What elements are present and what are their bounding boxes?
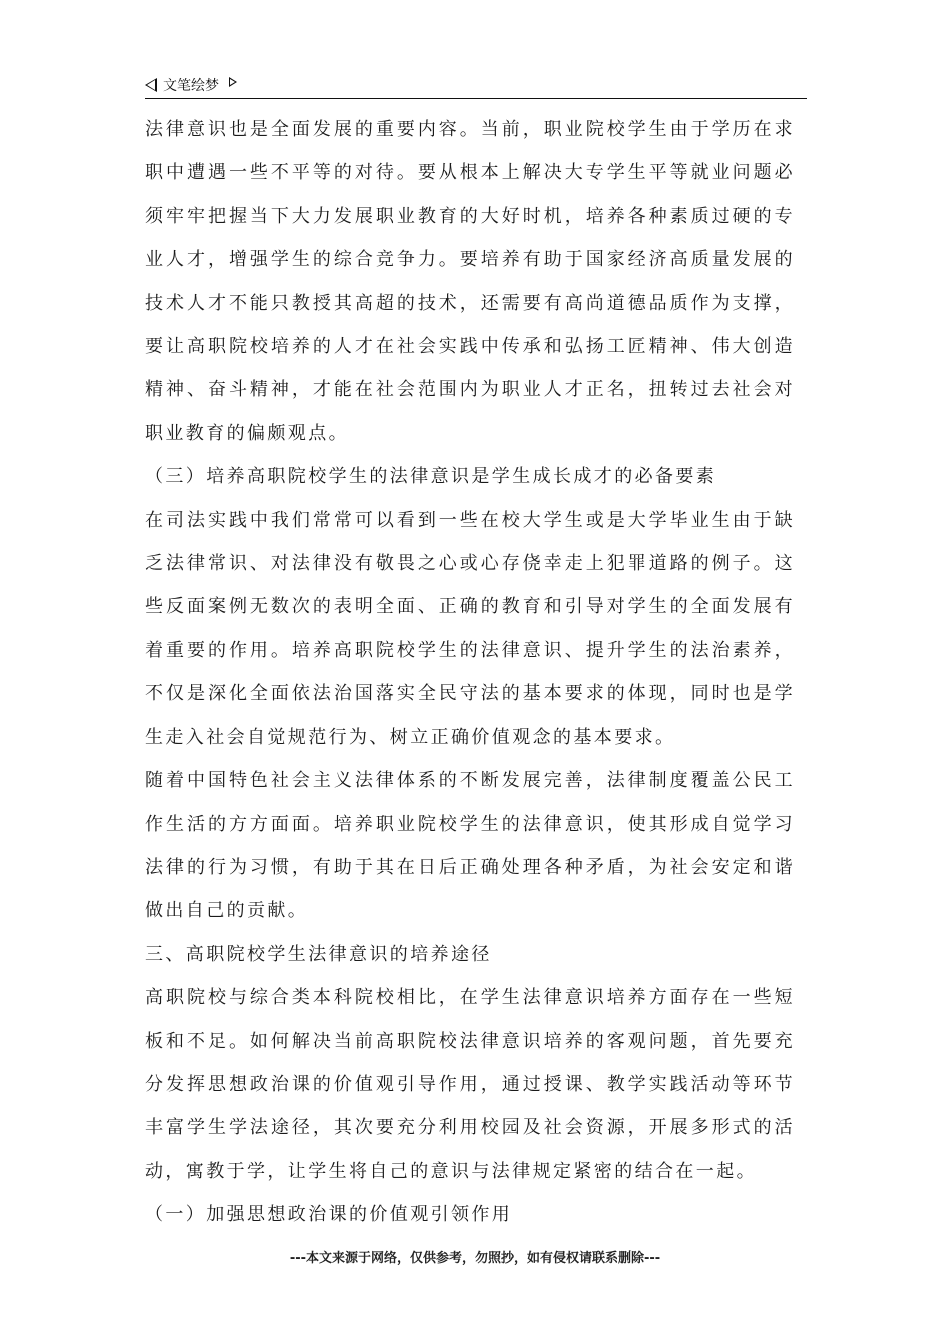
header-title: 文笔绘梦 bbox=[163, 78, 219, 94]
paragraph: 在司法实践中我们常常可以看到一些在校大学生或是大学毕业生由于缺乏法律常识、对法律没有敬畏之心或心存侥幸走上犯罪道路的例子。这些反面案例无数次的表明全面、正确的教育和引导对学生的全面发展有着重要的作用。培养高职院校学生的法律意识、提升学生的法治素养，不仅是深化全面依法治国落实全民守法的基本要求的体现，同时也是学生走入社会自觉规范行为、树立正确价值观念的基本要求。 bbox=[145, 509, 795, 748]
page-header bbox=[145, 72, 807, 99]
triangle-left-icon bbox=[145, 78, 157, 92]
triangle-right-icon bbox=[229, 77, 237, 87]
section-heading: 三、高职院校学生法律意识的培养途径 bbox=[145, 943, 492, 965]
paragraph: 法律意识也是全面发展的重要内容。当前，职业院校学生由于学历在求职中遭遇一些不平等的对待。要从根本上解决大专学生平等就业问题必须牢牢把握当下大力发展职业教育的大好时机，培养各种素质过硬的专业人才，增强学生的综合竞争力。要培养有助于国家经济高质量发展的技术人才不能只教授其高超的技术，还需要有高尚道德品质作为支撑，要让高职院校培养的人才在社会实践中传承和弘扬工匠精神、伟大创造精神、奋斗精神，才能在社会范围内为职业人才正名，扭转过去社会对职业教育的偏颇观点。 bbox=[145, 119, 795, 444]
paragraph: 高职院校与综合类本科院校相比，在学生法律意识培养方面存在一些短板和不足。如何解决当前高职院校法律意识培养的客观问题，首先要充分发挥思想政治课的价值观引导作用，通过授课、教学实践活动等环节丰富学生学法途径，其次要充分利用校园及社会资源，开展多形式的活动，寓教于学，让学生将自己的意识与法律规定紧密的结合在一起。 bbox=[145, 987, 795, 1182]
section-heading: （一）加强思想政治课的价值观引领作用 bbox=[145, 1204, 513, 1226]
document-body bbox=[145, 108, 795, 1237]
paragraph: 随着中国特色社会主义法律体系的不断发展完善，法律制度覆盖公民工作生活的方方面面。培养职业院校学生的法律意识，使其形成自觉学习法律的行为习惯，有助于其在日后正确处理各种矛盾，为社会安定和谐做出自己的贡献。 bbox=[145, 770, 795, 922]
page-footer: ---本文来源于网络，仅供参考，勿照抄，如有侵权请联系删除--- bbox=[289, 1251, 661, 1266]
section-heading: （三）培养高职院校学生的法律意识是学生成长成才的必备要素 bbox=[145, 466, 717, 488]
